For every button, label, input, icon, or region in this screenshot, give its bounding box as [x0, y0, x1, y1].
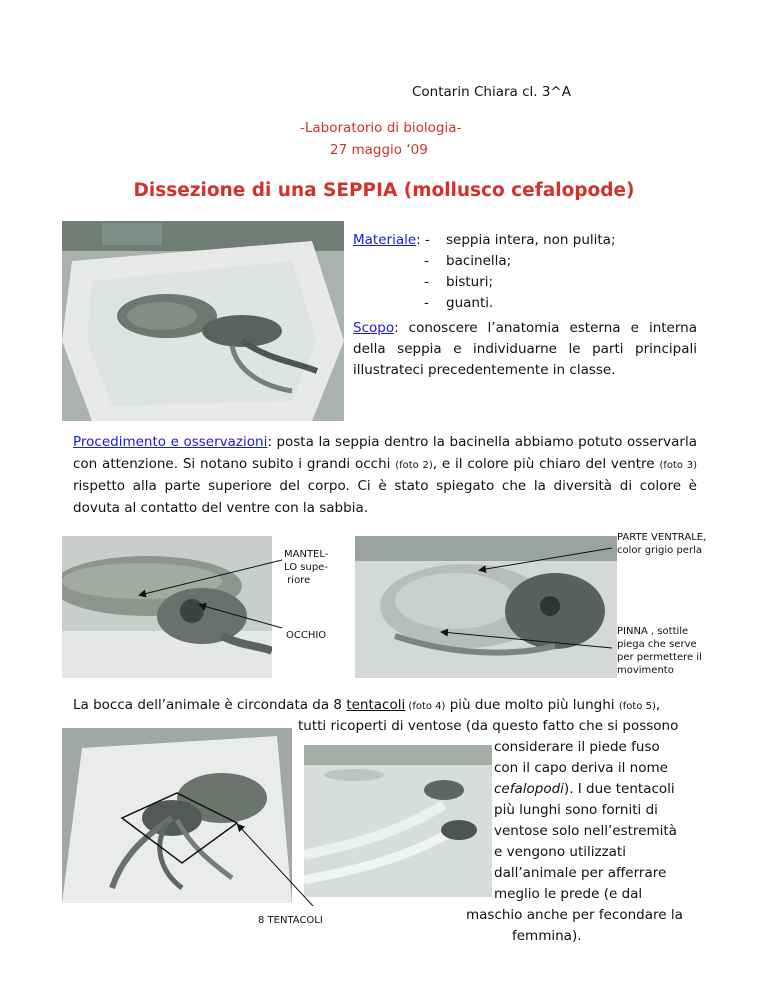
cefalopodi-italic: cefalopodi	[494, 781, 564, 797]
photo-ref: (foto 2)	[395, 459, 433, 471]
material-item: guanti.	[446, 295, 494, 311]
label-line: PARTE VENTRALE,	[617, 532, 707, 543]
label-line: piega che serve	[617, 639, 697, 650]
materials-colon: : -	[416, 232, 430, 248]
bocca-line-8: e vengono utilizzati	[494, 844, 626, 860]
bocca-text: più due molto più lunghi	[445, 697, 619, 713]
bocca-line-1	[73, 695, 660, 717]
photo-eye	[62, 536, 272, 678]
bocca-line-2: tutti ricoperti di ventose (da questo fatto che si possono	[298, 718, 679, 734]
label-parte-ventrale	[617, 531, 706, 557]
photo-ventral	[355, 536, 617, 678]
scopo-text: : conoscere l’anatomia esterna e interna della seppia e individuarne le parti principali illustrateci precedentemente in classe.	[353, 320, 697, 378]
material-dash: -	[424, 295, 429, 311]
procedimento-text: rispetto alla parte superiore del corpo. Ci è stato spiegato che la diversità di colore è dovuta al contatto del ventre con la sabbia.	[73, 478, 697, 516]
bocca-line-12: femmina).	[512, 928, 582, 944]
procedimento-paragraph	[73, 432, 697, 519]
lab-subtitle: -Laboratorio di biologia-	[300, 120, 462, 136]
materials-list	[353, 230, 616, 314]
label-line: PINNA , sottile	[617, 626, 689, 637]
material-item: bisturi;	[446, 274, 494, 290]
label-line: movimento	[617, 665, 674, 676]
photo-tentacles	[62, 728, 292, 903]
procedimento-label: Procedimento e osservazioni	[73, 434, 268, 450]
procedimento-text: : posta la seppia dentro la bacinella abbiamo potuto osservarla con attenzione. Si notano subito i grandi occhi	[73, 434, 697, 472]
bocca-line-4: con il capo deriva il nome	[494, 760, 668, 776]
label-line: per permettere il	[617, 652, 702, 663]
label-line: MANTEL-	[284, 549, 329, 560]
label-occhio: OCCHIO	[286, 630, 327, 641]
bocca-text: La bocca dell’animale è circondata da 8	[73, 697, 347, 713]
label-line: LO supe-	[284, 562, 328, 573]
label-mantello	[284, 548, 328, 587]
photo-ref: (foto 5)	[618, 701, 656, 712]
bocca-text: ,	[655, 697, 661, 713]
bocca-text: ). I due tentacoli	[563, 781, 675, 797]
label-line: riore	[284, 575, 311, 586]
author-line: Contarin Chiara cl. 3^A	[412, 84, 571, 100]
label-pinna	[617, 625, 702, 677]
bocca-line-5	[494, 779, 675, 800]
lab-date: 27 maggio ‘09	[330, 142, 428, 158]
label-8-tentacoli: 8 TENTACOLI	[258, 915, 323, 926]
material-dash: -	[424, 274, 429, 290]
material-item: seppia intera, non pulita;	[446, 232, 616, 248]
material-item: bacinella;	[446, 253, 512, 269]
bocca-line-6: più lunghi sono forniti di	[494, 802, 658, 818]
bocca-line-7: ventose solo nell’estremità	[494, 823, 677, 839]
bocca-line-11: maschio anche per fecondare la	[466, 907, 683, 923]
photo-long-tentacles	[304, 745, 492, 897]
photo-ref: (foto 4)	[405, 701, 446, 712]
procedimento-text: , e il colore più chiaro del ventre	[432, 455, 660, 472]
photo-ref: (foto 3)	[659, 459, 698, 471]
material-dash: -	[424, 253, 429, 269]
tentacoli-link: tentacoli	[346, 697, 406, 713]
bocca-line-10: meglio le prede (e dal	[494, 886, 643, 902]
scopo-paragraph	[353, 318, 697, 381]
bocca-line-9: dall’animale per afferrare	[494, 865, 667, 881]
scopo-label: Scopo	[353, 320, 395, 336]
label-line: color grigio perla	[617, 545, 702, 556]
bocca-line-3: considerare il piede fuso	[494, 739, 660, 755]
photo-whole-cuttlefish	[62, 221, 344, 421]
materials-label: Materiale	[353, 232, 417, 248]
page-title: Dissezione di una SEPPIA (mollusco cefalopode)	[133, 180, 635, 201]
